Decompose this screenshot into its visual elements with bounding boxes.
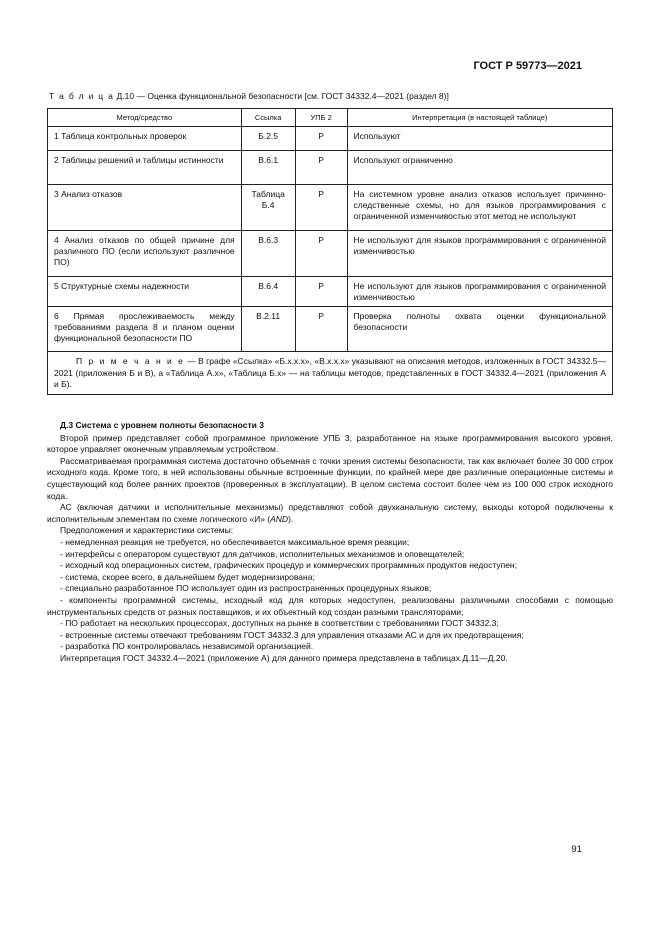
paragraph: Интерпретация ГОСТ 34332.4—2021 (приложение А) для данного примера представлена в таблицах Д.11—Д.20. xyxy=(60,652,508,663)
cell-sil: Р xyxy=(295,151,347,185)
cell-reference: В.6.1 xyxy=(241,151,295,185)
cell-reference: Таблица Б.4 xyxy=(241,185,295,231)
cell-reference: В.6.4 xyxy=(241,277,295,307)
paragraph-italic-term: AND xyxy=(270,513,289,524)
paragraph-text-end: ). xyxy=(288,513,294,524)
page-number: 91 xyxy=(571,844,582,855)
cell-interpretation: На системном уровне анализ отказов использует причинно-следственные схемы, но для языков программирования с ограниченной изменчивостью этот метод не используют xyxy=(347,185,612,231)
list-item: - встроенные системы отвечают требованиям ГОСТ 34332.3 для управления отказами АС и для их предотвращения; xyxy=(60,629,524,640)
table-row xyxy=(48,185,613,231)
paragraph: Второй пример представляет собой программное приложение УПБ 3, разработанное на языке программирования высокого уровня, которое управляет оконечным управляемым устройством. xyxy=(47,432,613,455)
list-item: - интерфейсы с оператором существуют для датчиков, исполнительных механизмов и оповещателей; xyxy=(60,548,465,559)
cell-sil: Р xyxy=(295,231,347,277)
paragraph-text-start: АС (включая датчики и исполнительные механизмы) представляют собой двухканальную систему, выходы которой подключены к исполнительным элементам по схеме логического «И» ( xyxy=(47,502,613,524)
list-item: - компоненты программной системы, исходный код для которых недоступен, реализованы различными способами с помощью инструментальных средств от разных поставщиков, и их объектный код создан разными трансляторами; xyxy=(47,594,613,617)
cell-interpretation: Используют ограниченно xyxy=(347,151,612,185)
section-heading: Д.3 Система с уровнем полноты безопасности 3 xyxy=(60,420,264,430)
functional-safety-assessment-table xyxy=(47,108,613,395)
table-row xyxy=(48,307,613,352)
table-note xyxy=(48,352,613,395)
cell-method: 5 Структурные схемы надежности xyxy=(48,277,242,307)
column-header-sil: УПБ 2 xyxy=(295,109,347,127)
cell-sil: Р xyxy=(295,127,347,151)
list-item: - исходный код операционных систем, графических процедур и коммерческих программных продуктов недоступен; xyxy=(60,560,517,571)
cell-reference: В.6.3 xyxy=(241,231,295,277)
table-caption xyxy=(49,91,449,101)
cell-interpretation: Используют xyxy=(347,127,612,151)
paragraph xyxy=(47,502,613,525)
cell-method: 2 Таблицы решений и таблицы истинности xyxy=(48,151,242,185)
table-row xyxy=(48,231,613,277)
table-row xyxy=(48,127,613,151)
column-header-reference: Ссылка xyxy=(241,109,295,127)
table-note-row xyxy=(48,352,613,395)
list-item: - специально разработанное ПО использует один из распространенных процедурных языков; xyxy=(60,583,432,594)
section-body xyxy=(47,420,613,664)
cell-reference: Б.2.5 xyxy=(241,127,295,151)
cell-interpretation: Проверка полноты охвата оценки функциональной безопасности xyxy=(347,307,612,352)
cell-method: 3 Анализ отказов xyxy=(48,185,242,231)
cell-sil: Р xyxy=(295,185,347,231)
table-row xyxy=(48,151,613,185)
column-header-interpretation: Интерпретация (в настоящей таблице) xyxy=(347,109,612,127)
note-text: — В графе «Ссылка» «Б.х.х.х», «В.х.х.х» указывают на описания методов, изложенных в ГОСТ 34332.5—2021 (приложения Б и В), а «Таблица А.х», «Таблица Б.х» — на таблицы методов, представленных в ГОСТ 34332.4—2021 (приложения А и Б). xyxy=(54,356,606,389)
paragraph: Рассматриваемая программная система достаточно объемная с точки зрения системы безопасности, так как включает более 30 000 строк исходного кода. Кроме того, в ней использованы обычные встроенные функции, по крайней мере две различные операционные системы и существующий код более ранних проектов (проверенных в эксплуатации). В целом система состоит более чем из 100 000 строк исходного кода. xyxy=(47,455,613,501)
list-item: - ПО работает на нескольких процессорах, доступных на рынке в соответствии с требованиями ГОСТ 34332.3; xyxy=(60,618,499,629)
cell-sil: Р xyxy=(295,277,347,307)
table-caption-label: Т а б л и ц а xyxy=(49,91,115,101)
list-item: - разработка ПО контролировалась независимой организацией. xyxy=(60,641,314,652)
cell-interpretation: Не используют для языков программирования с ограниченной изменчивостью xyxy=(347,231,612,277)
document-standard-number: ГОСТ Р 59773—2021 xyxy=(473,60,582,72)
cell-sil: Р xyxy=(295,307,347,352)
list-item: - немедленная реакция не требуется, но обеспечивается максимальное время реакции; xyxy=(60,536,410,547)
paragraph: Предположения и характеристики системы: xyxy=(60,525,234,536)
list-item: - система, скорее всего, в дальнейшем будет модернизирована; xyxy=(60,571,315,582)
note-label: П р и м е ч а н и е xyxy=(76,356,185,366)
cell-method: 1 Таблица контрольных проверок xyxy=(48,127,242,151)
cell-method: 6 Прямая прослеживаемость между требованиями раздела 8 и планом оценки функциональной безопасности ПО xyxy=(48,307,242,352)
table-header-row xyxy=(48,109,613,127)
cell-interpretation: Не используют для языков программирования с ограниченной изменчивостью xyxy=(347,277,612,307)
cell-reference: В.2.11 xyxy=(241,307,295,352)
table-row xyxy=(48,277,613,307)
cell-method: 4 Анализ отказов по общей причине для различного ПО (если используют различное ПО) xyxy=(48,231,242,277)
column-header-method: Метод/средство xyxy=(48,109,242,127)
table-caption-text: Д.10 — Оценка функциональной безопасности [см. ГОСТ 34332.4—2021 (раздел 8)] xyxy=(116,91,449,101)
